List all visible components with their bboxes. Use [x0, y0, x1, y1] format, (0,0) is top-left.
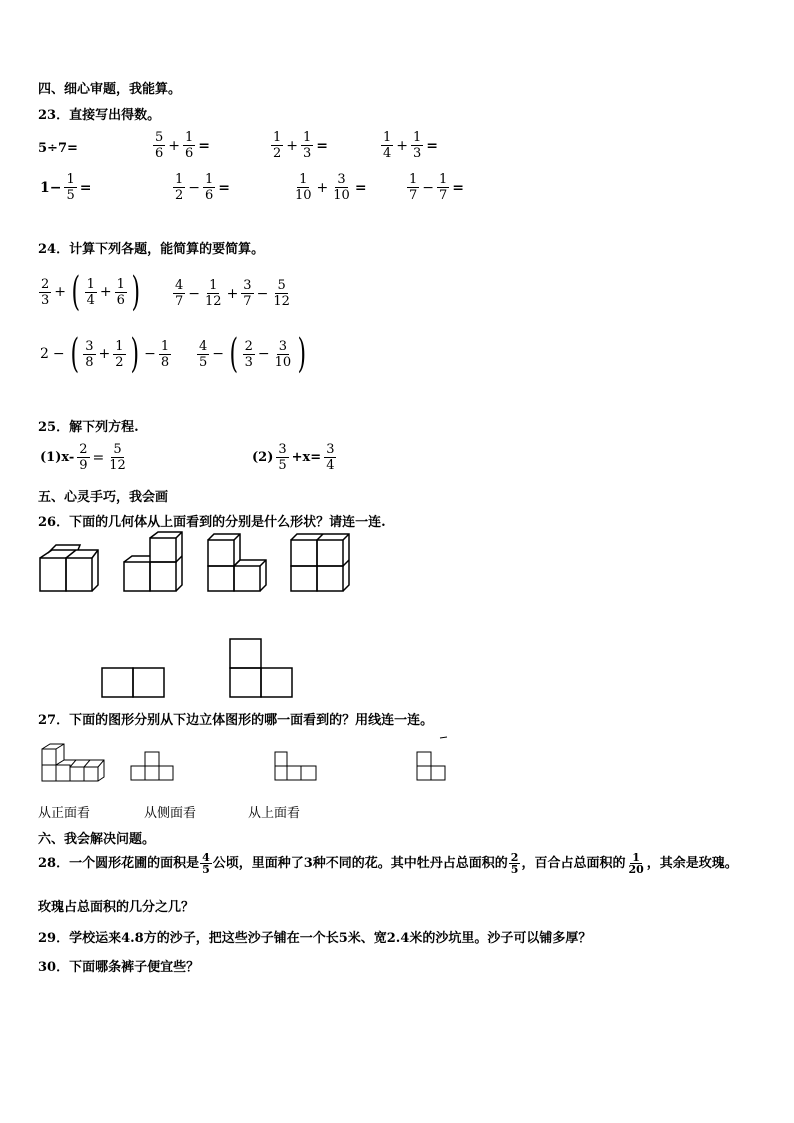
- q23-item-3: $\frac{1}{2}$ + $\frac{1}{3}$ =: [273, 130, 329, 161]
- q28-line-1: 28．一个圆形花圃的面积是 $\frac{4}{5}$ 公顷，里面种了3种不同的花。其中牡丹占总面积的 $\frac{2}{5}$ ，百合占总面积的 $\frac{1}{20}$ ，其余是玫瑰。: [38, 851, 738, 876]
- q23-item-8: $\frac{1}{7}$ − $\frac{1}{7}$ =: [409, 172, 465, 203]
- q27-view-2: [275, 752, 316, 780]
- q25-equation-1: (1)x- $\frac{2}{9}$ = $\frac{5}{12}$: [40, 442, 126, 473]
- q27-label-side: 从侧面看: [144, 806, 197, 821]
- q27-label-top: 从上面看: [248, 806, 301, 821]
- section-5-title: 五、心灵手巧，我会画: [38, 490, 169, 505]
- q26-title: 26．下面的几何体从上面看到的分别是什么形状？请连一连.: [38, 515, 386, 530]
- q27-view-3: [417, 737, 447, 780]
- section-6-title: 六、我会解决问题。: [38, 832, 156, 847]
- q23-item-7: $\frac{1}{10}$ + $\frac{3}{10}$ =: [295, 172, 367, 203]
- q26-solid-4: [291, 534, 349, 591]
- q29-text: 29．学校运来4.8方的沙子，把这些沙子铺在一个长5米、宽2.4米的沙坑里。沙子可以铺多厚？: [38, 931, 592, 946]
- q26-solid-2: [124, 532, 182, 591]
- q27-title: 27．下面的图形分别从下边立体图形的哪一面看到的？用线连一连。: [38, 713, 434, 728]
- q24-expr-4: $\frac{4}{5}$ − ( $\frac{2}{3}$ − $\frac{3}{10}$ ): [199, 331, 307, 377]
- q23-title: 23．直接写出得数。: [38, 108, 161, 123]
- q24-expr-2: $\frac{4}{7}$ − $\frac{1}{12}$ + $\frac{3}{7}$ − $\frac{5}{12}$: [175, 278, 290, 309]
- q23-item-4: $\frac{1}{4}$ + $\frac{1}{3}$ =: [383, 130, 439, 161]
- q24-title: 24．计算下列各题，能简算的要简算。: [38, 242, 265, 257]
- q26-top-view-1: [102, 668, 164, 697]
- q24-expr-1: $\frac{2}{3}$ + ( $\frac{1}{4}$ + $\frac{1}{6}$ ): [41, 269, 141, 315]
- q27-label-front: 从正面看: [38, 806, 91, 821]
- q27-solid: [42, 744, 104, 781]
- q23-item-1: 5÷7=: [38, 141, 78, 156]
- q28-line-2: 玫瑰占总面积的几分之几？: [38, 900, 195, 915]
- q25-title: 25．解下列方程.: [38, 420, 139, 435]
- q26-solid-3: [208, 534, 266, 591]
- q23-item-2: $\frac{5}{6}$ + $\frac{1}{6}$ =: [155, 130, 211, 161]
- q24-expr-3: 2 − ( $\frac{3}{8}$ + $\frac{1}{2}$ ) − $\frac{1}{8}$: [40, 331, 170, 377]
- q26-top-view-2: [230, 639, 292, 697]
- q27-view-1: [131, 752, 173, 780]
- q26-solid-1: [40, 545, 98, 591]
- q23-item-6: $\frac{1}{2}$ − $\frac{1}{6}$ =: [175, 172, 231, 203]
- section-4-title: 四、细心审题，我能算。: [38, 82, 182, 97]
- q23-item-5: 1− $\frac{1}{5}$ =: [40, 172, 92, 203]
- q30-text: 30．下面哪条裤子便宜些？: [38, 960, 200, 975]
- q25-equation-2: (2) $\frac{3}{5}$ +x= $\frac{3}{4}$: [252, 442, 335, 473]
